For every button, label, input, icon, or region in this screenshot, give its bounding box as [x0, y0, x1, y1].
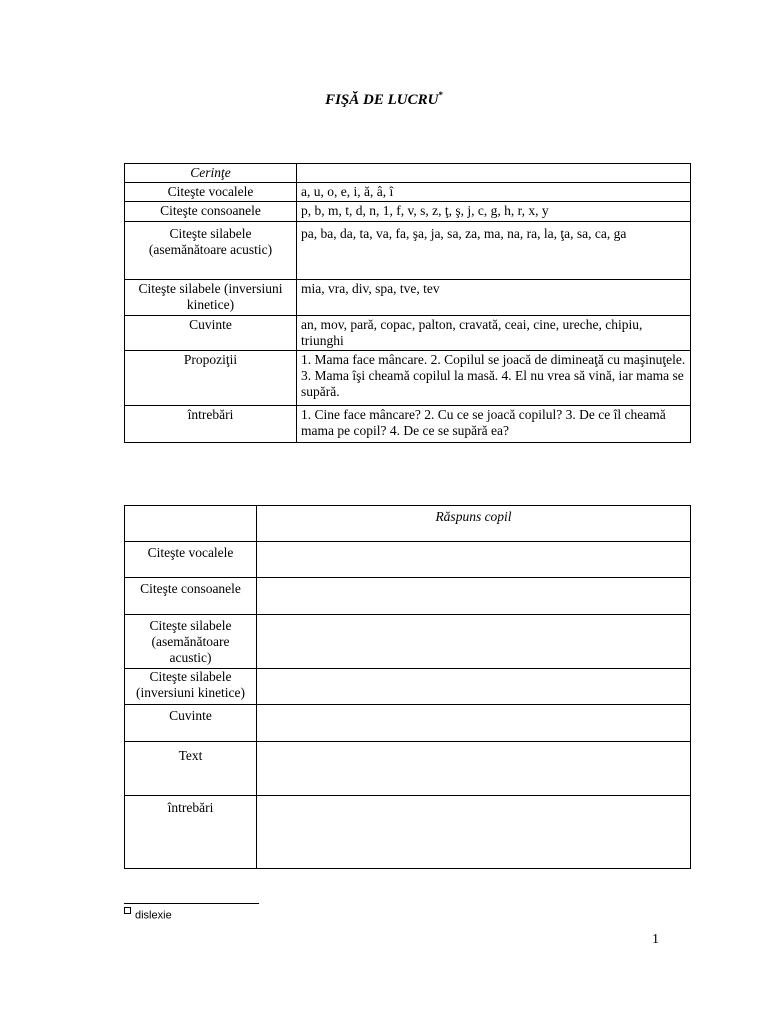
row-label: Citeşte silabele (asemănătoare acustic)	[125, 615, 257, 669]
row-label: întrebări	[125, 406, 297, 443]
answer-cell[interactable]	[257, 542, 691, 578]
footnote-marker: *	[438, 90, 443, 100]
row-label: Cuvinte	[125, 316, 297, 351]
row-label: Cuvinte	[125, 705, 257, 742]
row-label: Citeşte consoanele	[125, 578, 257, 615]
table-row	[125, 164, 691, 183]
table-row	[125, 183, 691, 202]
row-label: Citeşte vocalele	[125, 542, 257, 578]
header-cell-empty	[125, 506, 257, 542]
answer-cell[interactable]	[257, 615, 691, 669]
table-row	[125, 316, 691, 351]
footnote	[124, 907, 172, 922]
row-value: 1. Mama face mâncare. 2. Copilul se joacă de dimineaţă cu maşinuţele. 3. Mama îşi cheamă copilul la masă. 4. El nu vrea să vină, iar mama se supără.	[297, 351, 691, 406]
row-label: Propoziţii	[125, 351, 297, 406]
page-number: 1	[652, 932, 659, 947]
row-value: p, b, m, t, d, n, 1, f, v, s, z, ţ, ş, j, c, g, h, r, x, y	[297, 202, 691, 222]
row-label: Citeşte silabele (inversiuni kinetice)	[125, 280, 297, 316]
table-row	[125, 615, 691, 669]
table-row	[125, 796, 691, 869]
answer-cell[interactable]	[257, 578, 691, 615]
answer-cell[interactable]	[257, 742, 691, 796]
table-row	[125, 669, 691, 705]
answer-cell[interactable]	[257, 796, 691, 869]
table-row	[125, 705, 691, 742]
header-cell-raspuns: Răspuns copil	[257, 506, 691, 542]
row-label: întrebări	[125, 796, 257, 869]
requirements-table	[124, 163, 691, 443]
footnote-separator	[124, 903, 259, 904]
page-title: FIŞĂ DE LUCRU*	[325, 90, 443, 108]
row-label: Citeşte silabele (inversiuni kinetice)	[125, 669, 257, 705]
header-cell-cerinte: Cerinţe	[125, 164, 297, 183]
child-answer-table	[124, 505, 691, 869]
row-value: a, u, o, e, i, ă, â, î	[297, 183, 691, 202]
table-row	[125, 742, 691, 796]
header-cell-empty	[297, 164, 691, 183]
row-label: Citeşte vocalele	[125, 183, 297, 202]
row-label: Citeşte consoanele	[125, 202, 297, 222]
table-row	[125, 222, 691, 280]
row-value: pa, ba, da, ta, va, fa, şa, ja, sa, za, ma, na, ra, la, ţa, sa, ca, ga	[297, 222, 691, 280]
row-label: Text	[125, 742, 257, 796]
answer-cell[interactable]	[257, 669, 691, 705]
row-value: 1. Cine face mâncare? 2. Cu ce se joacă copilul? 3. De ce îl cheamă mama pe copil? 4. De ce se supără ea?	[297, 406, 691, 443]
answer-cell[interactable]	[257, 705, 691, 742]
row-value: mia, vra, div, spa, tve, tev	[297, 280, 691, 316]
table-row	[125, 280, 691, 316]
footnote-box-icon	[124, 907, 131, 914]
table-row	[125, 506, 691, 542]
table-row	[125, 351, 691, 406]
table-row	[125, 542, 691, 578]
row-label: Citeşte silabele (asemănătoare acustic)	[125, 222, 297, 280]
table-row	[125, 578, 691, 615]
row-value: an, mov, pară, copac, palton, cravată, ceai, cine, ureche, chipiu, triunghi	[297, 316, 691, 351]
table-row	[125, 406, 691, 443]
footnote-text: dislexie	[135, 909, 172, 922]
table-row	[125, 202, 691, 222]
